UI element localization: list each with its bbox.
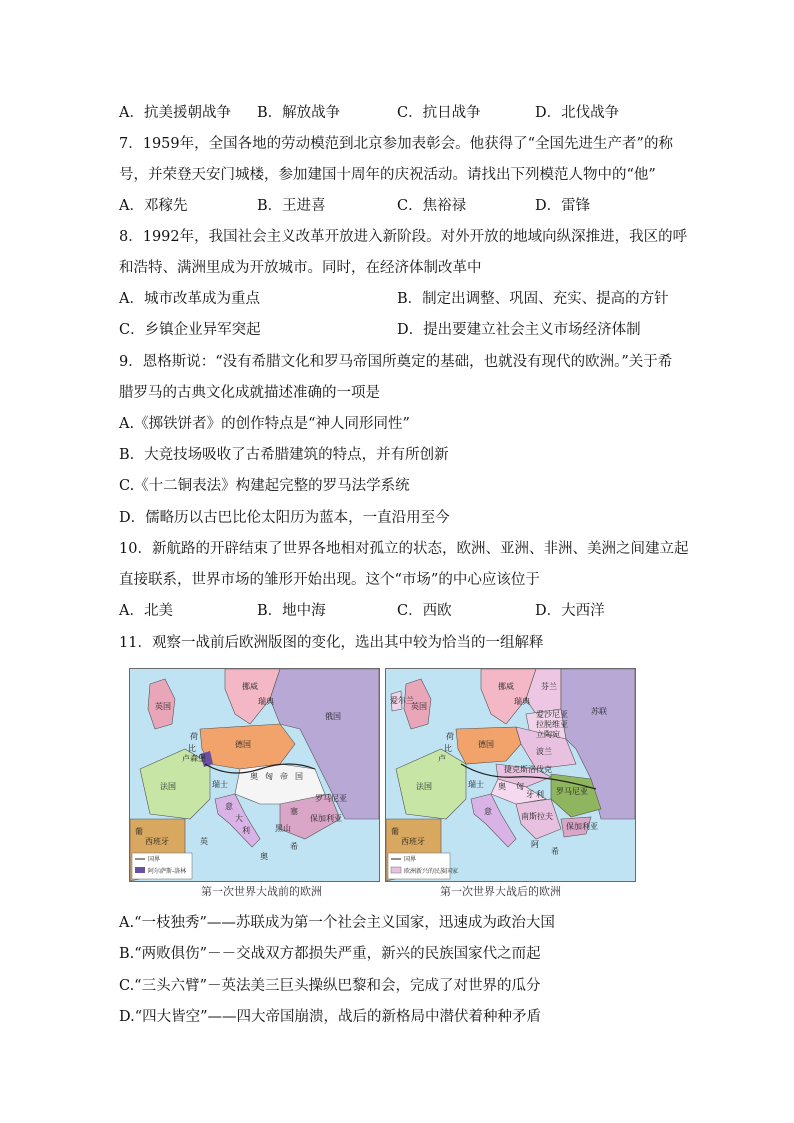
q6-option-c[interactable]: C．抗日战争 xyxy=(397,105,481,121)
map-before-svg xyxy=(130,669,379,881)
map-after-legend-border: 国界 xyxy=(404,856,417,863)
q11-option-a[interactable]: A.“一枝独秀”——苏联成为第一个社会主义国家，迅速成为政治大国 xyxy=(119,915,555,931)
map-before-ww1 xyxy=(129,668,380,882)
map-after-label-poland: 波兰 xyxy=(536,747,552,756)
q9-option-d[interactable]: D．儒略历以古巴比伦太阳历为蓝本，一直沿用至今 xyxy=(119,510,450,526)
map-after-label-li: 利 xyxy=(536,790,544,799)
map-before-label-ying: 英 xyxy=(200,837,208,846)
map-before-label-da: 大 xyxy=(235,814,243,823)
map-before-legend-border: 国界 xyxy=(148,856,161,863)
q8-option-c[interactable]: C．乡镇企业异军突起 xyxy=(119,322,261,338)
map-after-label-finland: 芬兰 xyxy=(541,682,557,691)
q6-option-b[interactable]: B．解放战争 xyxy=(257,105,341,121)
map-before-label-spain: 西班牙 xyxy=(145,837,169,846)
map-after-label-netherlands: 荷 xyxy=(446,732,454,741)
map-after-label-norway: 挪威 xyxy=(498,682,514,691)
map-after-label-estonia: 爱沙尼亚 xyxy=(536,710,568,719)
map-after-label-ya: 牙 xyxy=(526,790,534,799)
q10-stem-line-1: 10．新航路的开辟结束了世界各地相对孤立的状态，欧洲、亚洲、非洲、美洲之间建立起 xyxy=(119,541,689,557)
q9-stem-line-2: 腊罗马的古典文化成就描述准确的一项是 xyxy=(119,385,380,401)
q9-option-c[interactable]: C.《十二铜表法》构建起完整的罗马法学系统 xyxy=(119,478,410,494)
map-before-legend-alsace: 阿尔萨斯-洛林 xyxy=(148,868,187,875)
map-before-label-uk: 英国 xyxy=(155,702,171,711)
q10-option-c[interactable]: C．西欧 xyxy=(397,603,452,619)
map-after-label-france: 法国 xyxy=(416,782,432,791)
map-after-label-italy: 意 xyxy=(484,807,492,816)
map-after-label-belgium: 比 xyxy=(444,744,452,753)
map-before-label-au: 奥 xyxy=(250,772,258,781)
map-after-label-portugal: 葡 xyxy=(391,827,399,836)
map-after-ww1 xyxy=(385,668,636,882)
map-before-label-li: 利 xyxy=(242,826,250,835)
q11-option-d[interactable]: D.“四大皆空”——四大帝国崩溃，战后的新格局中潜伏着种种矛盾 xyxy=(119,1009,542,1025)
map-before-label-netherlands: 荷 xyxy=(190,732,198,741)
map-after-label-czech: 捷克斯洛伐克 xyxy=(504,765,552,774)
map-before-label-montenegro: 黑山 xyxy=(275,824,291,833)
map-before-label-portugal: 葡 xyxy=(135,827,143,836)
q8-option-b[interactable]: B．制定出调整、巩固、充实、提高的方针 xyxy=(397,291,669,307)
map-before-label-guo: 国 xyxy=(295,772,303,781)
map-after-label-lithuania: 立陶宛 xyxy=(536,730,560,739)
map-after-label-uk: 英国 xyxy=(411,702,427,711)
q11-stem: 11．观察一战前后欧洲版图的变化，选出其中较为恰当的一组解释 xyxy=(119,635,544,651)
q11-option-b[interactable]: B.“两败俱伤”－－交战双方都损失严重，新兴的民族国家代之而起 xyxy=(119,946,541,962)
q9-option-b[interactable]: B．大竞技场吸收了古希腊建筑的特点，并有所创新 xyxy=(119,447,449,463)
map-before-label-switzerland: 瑞士 xyxy=(212,780,228,789)
q7-option-d[interactable]: D．雷锋 xyxy=(535,198,591,214)
map-after-legend xyxy=(388,853,450,879)
q10-option-b[interactable]: B．地中海 xyxy=(257,603,326,619)
map-before-label-romania: 罗马尼亚 xyxy=(315,794,347,803)
map-before-legend xyxy=(132,853,192,879)
map-after-label-germany: 德国 xyxy=(478,740,494,749)
map-after-caption: 第一次世界大战后的欧洲 xyxy=(440,885,561,898)
map-after-label-ussr: 苏联 xyxy=(591,707,607,716)
q7-stem-line-2: 号，并荣登天安门城楼，参加建国十周年的庆祝活动。请找出下列模范人物中的“他” xyxy=(119,167,656,183)
q10-option-d[interactable]: D．大西洋 xyxy=(535,603,605,619)
map-before-caption: 第一次世界大战前的欧洲 xyxy=(201,885,322,898)
q10-stem-line-2: 直接联系，世界市场的雏形开始出现。这个“市场”的中心应该位于 xyxy=(119,572,540,588)
map-before-label-ao: 奥 xyxy=(260,852,268,861)
map-before-label-belgium: 比 xyxy=(188,744,196,753)
map-after-label-ireland: 爱尔兰 xyxy=(390,696,414,705)
map-before-label-russia: 俄国 xyxy=(325,712,341,721)
q8-option-d[interactable]: D．提出要建立社会主义市场经济体制 xyxy=(397,322,641,338)
map-before-label-hu: 匈 xyxy=(265,772,273,781)
q7-option-b[interactable]: B．王进喜 xyxy=(257,198,326,214)
map-after-label-switzerland: 瑞士 xyxy=(468,780,484,789)
map-before-label-bulgaria: 保加利亚 xyxy=(310,814,342,823)
map-after-label-romania: 罗马尼亚 xyxy=(556,787,588,796)
q7-option-a[interactable]: A．邓稼先 xyxy=(119,198,188,214)
map-before-label-di: 帝 xyxy=(280,772,288,781)
map-after-label-sweden: 瑞典 xyxy=(514,697,530,706)
q8-option-a[interactable]: A．城市改革成为重点 xyxy=(119,291,260,307)
map-before-label-france: 法国 xyxy=(160,782,176,791)
map-after-label-yugoslavia: 南斯拉夫 xyxy=(521,812,553,821)
q7-stem-line-1: 7．1959年，全国各地的劳动模范到北京参加表彰会。他获得了“全国先进生产者”的称 xyxy=(119,136,673,152)
q9-stem-line-1: 9．恩格斯说：“没有希腊文化和罗马帝国所奠定的基础，也就没有现代的欧洲。”关于希 xyxy=(119,354,673,370)
map-after-label-bulgaria: 保加利亚 xyxy=(566,822,598,831)
map-after-label-albania: 阿 xyxy=(531,840,539,849)
map-before-label-greece: 希 xyxy=(290,842,298,851)
map-before-label-sweden: 瑞典 xyxy=(258,697,274,706)
map-before-label-yi: 意 xyxy=(225,802,233,811)
map-before-label-norway: 挪威 xyxy=(242,682,258,691)
q8-stem-line-2: 和浩特、满洲里成为开放城市。同时，在经济体制改革中 xyxy=(119,260,482,276)
map-before-label-serbia: 塞 xyxy=(290,807,298,816)
q6-option-d[interactable]: D．北伐战争 xyxy=(535,105,620,121)
map-before-label-luxembourg: 卢森堡 xyxy=(182,754,206,763)
map-after-svg xyxy=(386,669,635,881)
map-after-label-xiong: 匈 xyxy=(516,782,524,791)
map-before-label-germany: 德国 xyxy=(235,740,251,749)
map-after-label-greece: 希 xyxy=(551,847,559,856)
q10-option-a[interactable]: A．北美 xyxy=(119,603,173,619)
q11-option-c[interactable]: C.“三头六臂”－英法美三巨头操纵巴黎和会，完成了对世界的瓜分 xyxy=(119,978,541,994)
map-after-legend-new-states: 欧洲新兴的民族国家 xyxy=(404,868,459,875)
map-after-label-latvia: 拉脱维亚 xyxy=(536,720,568,729)
map-after-label-austria: 奥 xyxy=(498,782,506,791)
q8-stem-line-1: 8．1992年，我国社会主义改革开放进入新阶段。对外开放的地域向纵深推进，我区的呼 xyxy=(119,229,688,245)
map-after-label-spain: 西班牙 xyxy=(401,837,425,846)
q6-option-a[interactable]: A．抗美援朝战争 xyxy=(119,105,231,121)
map-after-label-luxembourg: 卢 xyxy=(438,754,446,763)
q9-option-a[interactable]: A.《掷铁饼者》的创作特点是“神人同形同性” xyxy=(119,416,410,432)
q7-option-c[interactable]: C．焦裕禄 xyxy=(397,198,467,214)
